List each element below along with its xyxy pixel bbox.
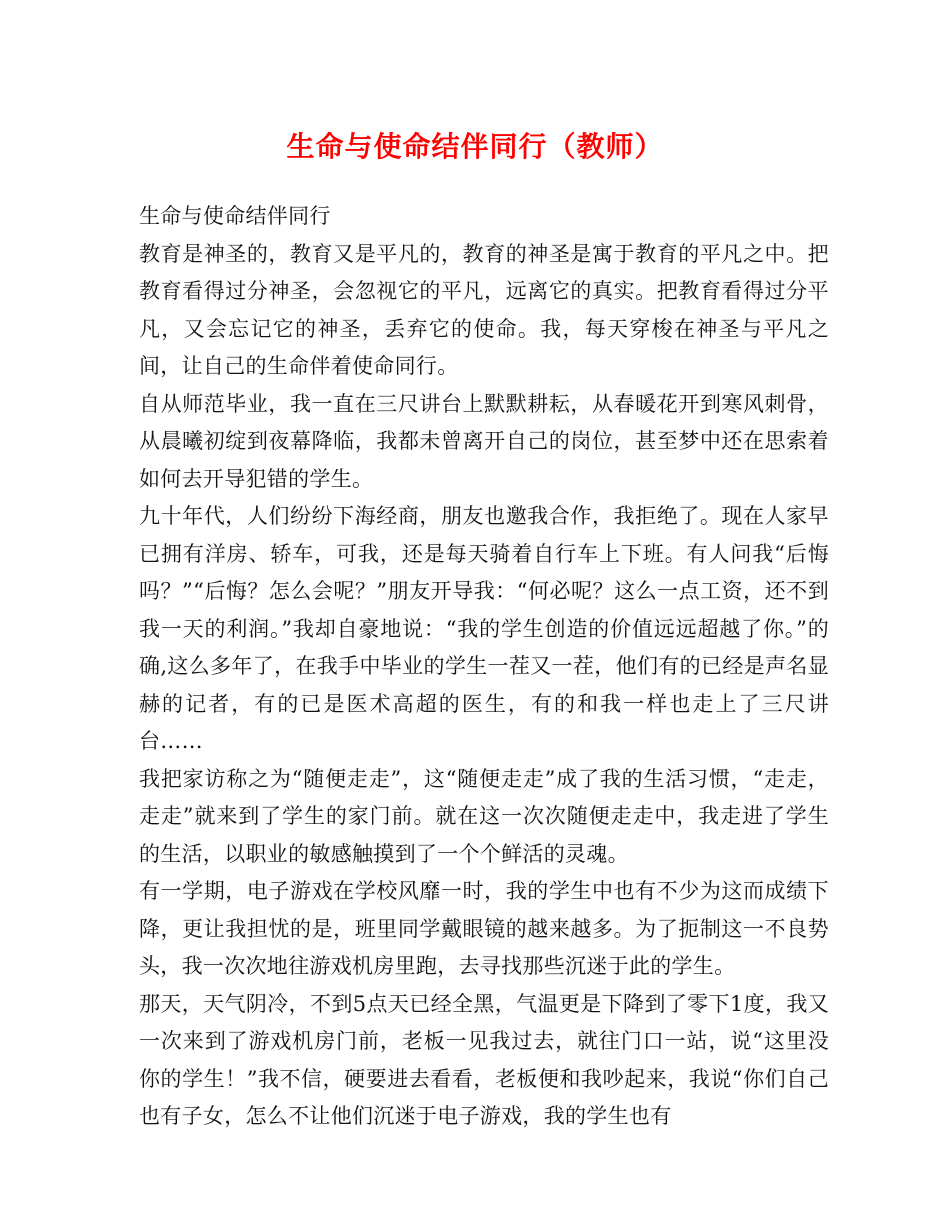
paragraph-6: 那天，天气阴冷，不到5点天已经全黑，气温更是下降到了零下1度，我又一次来到了游戏机房门前，老板一见我过去，就往门口一站，说“这里没你的学生！”我不信，硬要进去看看，老板便和我吵起来，我说“你们自己也有子女，怎么不让他们沉迷于电子游戏，我的学生也有 [139,991,829,1128]
paragraph-4: 我把家访称之为“随便走走”，这“随便走走”成了我的生活习惯，“走走，走走”就来到了学生的家门前。就在这一次次随便走走中，我走进了学生的生活，以职业的敏感触摸到了一个个鲜活的灵魂。 [139,766,829,866]
subtitle-line: 生命与使命结伴同行 [139,204,331,228]
paragraph-5: 有一学期，电子游戏在学校风靡一时，我的学生中也有不少为这而成绩下降，更让我担忧的是，班里同学戴眼镜的越来越多。为了扼制这一不良势头，我一次次地往游戏机房里跑，去寻找那些沉迷于此的学生。 [139,879,829,978]
document-title: 生命与使命结伴同行（教师） [286,130,664,163]
paragraph-3: 九十年代，人们纷纷下海经商，朋友也邀我合作，我拒绝了。现在人家早已拥有洋房、轿车，可我，还是每天骑着自行车上下班。有人问我“后悔吗？”“后悔？怎么会呢？”朋友开导我：“何必呢？这么一点工资，还不到我一天的利润。”我却自豪地说：“我的学生创造的价值远远超越了你。”的确,这么多年了，在我手中毕业的学生一茬又一茬，他们有的已经是声名显赫的记者，有的已是医术高超的医生，有的和我一样也走上了三尺讲台…… [139,504,829,753]
paragraph-2: 自从师范毕业，我一直在三尺讲台上默默耕耘，从春暖花开到寒风刺骨，从晨曦初绽到夜幕降临，我都未曾离开自己的岗位，甚至梦中还在思索着如何去开导犯错的学生。 [139,391,829,491]
paragraph-1: 教育是神圣的，教育又是平凡的，教育的神圣是寓于教育的平凡之中。把教育看得过分神圣，会忽视它的平凡，远离它的真实。把教育看得过分平凡，又会忘记它的神圣，丢弃它的使命。我，每天穿梭在神圣与平凡之间，让自己的生命伴着使命同行。 [139,241,829,378]
document-body [139,198,829,1136]
